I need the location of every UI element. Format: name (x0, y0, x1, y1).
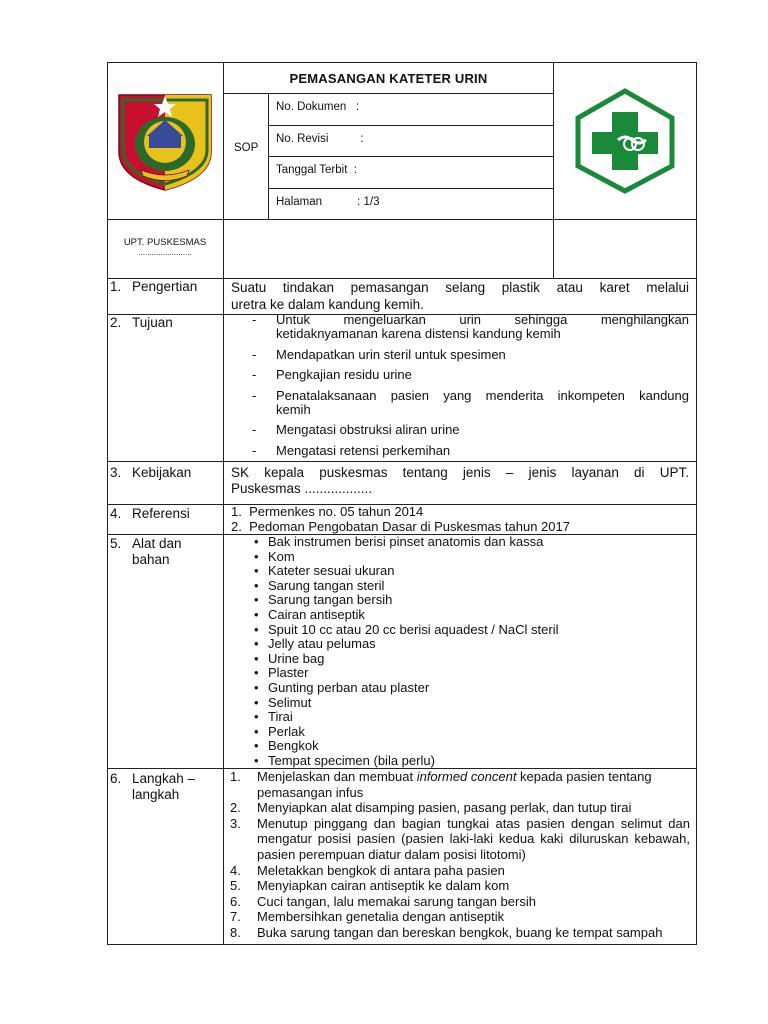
list-item: • Sarung tangan steril (252, 579, 692, 594)
list-item: • Urine bag (252, 652, 692, 667)
unit-name: UPT. PUSKESMAS (123, 237, 207, 248)
list-item: • Tirai (252, 710, 692, 725)
referensi-item: 1. Permenkes no. 05 tahun 2014 (231, 504, 424, 519)
no-revisi-field: No. Revisi : (276, 133, 364, 145)
list-item: • Gunting perban atau plaster (252, 681, 692, 696)
list-item: • Sarung tangan bersih (252, 593, 692, 608)
list-item: • Kateter sesuai ukuran (252, 564, 692, 579)
list-item: • Bak instrumen berisi pinset anatomis dan kassa (252, 535, 692, 550)
list-item: • Jelly atau pelumas (252, 637, 692, 652)
langkah-list (230, 769, 690, 941)
step-item: 4. Meletakkan bengkok di antara paha pasien (230, 862, 505, 878)
step-item: 8. Buka sarung tangan dan bereskan bengkok, buang ke tempat sampah (230, 924, 663, 940)
step-item: 6. Cuci tangan, lalu memakai sarung tangan bersih (230, 893, 536, 909)
pengertian-line-2: uretra ke dalam kandung kemih. (231, 297, 424, 312)
section-label-referensi: 4. Referensi (110, 506, 190, 521)
list-item: • Perlak (252, 725, 692, 740)
step-item: 2. Menyiapkan alat disamping pasien, pasang perlak, dan tutup tirai (230, 800, 632, 816)
alat-list (252, 535, 692, 769)
unit-dots: ........................ (138, 248, 192, 257)
referensi-item: 2. Pedoman Pengobatan Dasar di Puskesmas tahun 2017 (231, 519, 570, 534)
step-item: 3. Menutup pinggang dan bagian tungkai atas pasien dengan selimut dan mengatur posisi pasien (pasien laki-laki kedua kaki diluruskan kebawah, pasien perempuan diatur dalam posisi litotomi) (230, 815, 690, 862)
puskesmas-logo (572, 88, 678, 194)
section-label-langkah: 6. Langkah – langkah (110, 771, 196, 802)
list-item: • Tempat specimen (bila perlu) (252, 754, 692, 769)
section-label-pengertian: 1. Pengertian (110, 279, 198, 294)
list-item: • Spuit 10 cc atau 20 cc berisi aquadest / NaCl steril (252, 623, 692, 638)
section-label-alat: 5. Alat dan bahan (110, 536, 182, 567)
step-item: 5. Menyiapkan cairan antiseptik ke dalam kom (230, 878, 510, 894)
sop-label: SOP (234, 142, 259, 154)
list-item: • Kom (252, 550, 692, 565)
no-dokumen-field: No. Dokumen : (276, 101, 360, 113)
section-label-kebijakan: 3. Kebijakan (110, 465, 192, 480)
section-label-tujuan: 2. Tujuan (110, 315, 173, 330)
kebijakan-line-2: Puskesmas .................. (231, 481, 373, 496)
step-item: 1. Menjelaskan dan membuat informed concent kepada pasien tentang pemasangan infus (230, 769, 652, 800)
list-item: • Bengkok (252, 739, 692, 754)
step-item: 7. Membersihkan genetalia dengan antiseptik (230, 909, 505, 925)
pengertian-line-1: Suatu tindakan pemasangan selang plastik atau karet melalui (231, 280, 689, 295)
document-title: PEMASANGAN KATETER URIN (289, 71, 488, 86)
list-item: • Cairan antiseptik (252, 608, 692, 623)
kebijakan-line-1: SK kepala puskesmas tentang jenis – jenis layanan di UPT. (231, 465, 689, 480)
list-item: • Selimut (252, 696, 692, 711)
halaman-field: Halaman : 1/3 (276, 196, 380, 208)
list-item: • Plaster (252, 666, 692, 681)
regency-emblem-logo (115, 92, 215, 192)
tanggal-terbit-field: Tanggal Terbit : (276, 164, 357, 176)
